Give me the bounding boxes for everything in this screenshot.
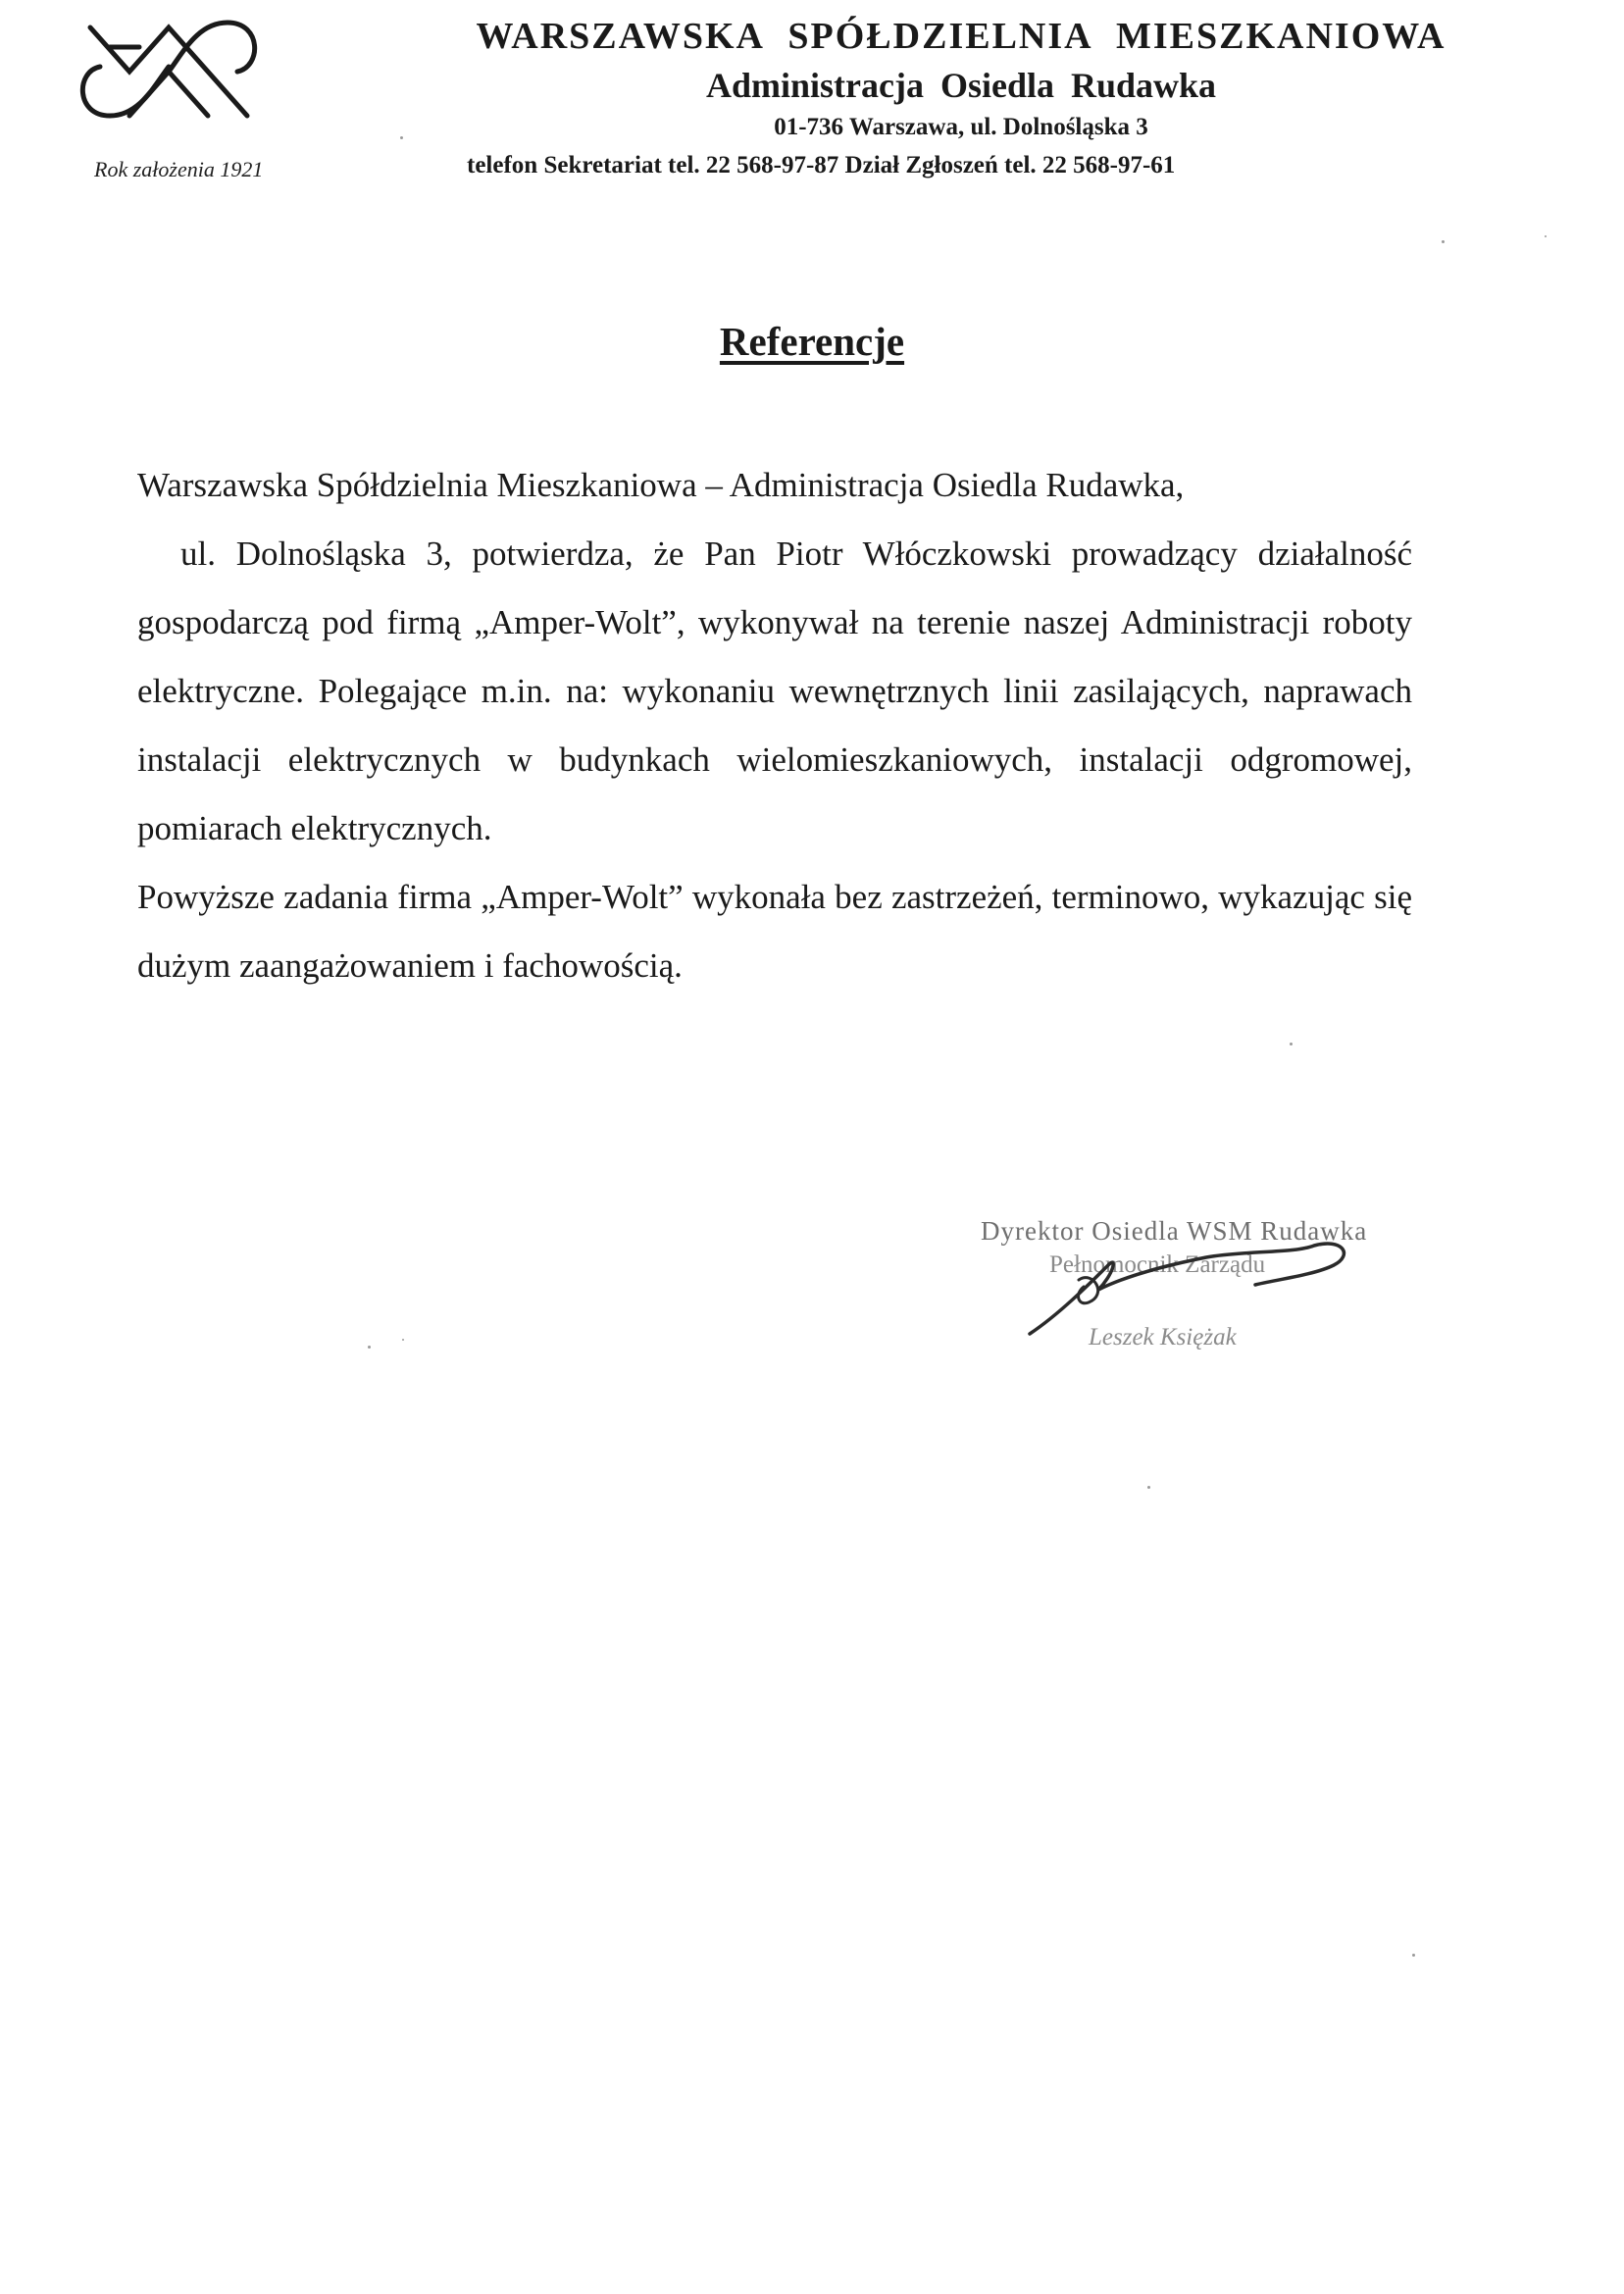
cooperative-logo-icon	[71, 18, 267, 121]
organization-address: 01-736 Warszawa, ul. Dolnośląska 3	[774, 114, 1148, 140]
organization-name: WARSZAWSKA SPÓŁDZIELNIA MIESZKANIOWA	[476, 16, 1446, 57]
signature-stamp	[981, 1216, 1412, 1383]
paragraph-2	[137, 863, 1412, 1000]
stamp-signatory: Leszek Księżak	[1089, 1324, 1237, 1351]
stamp-title: Dyrektor Osiedla WSM Rudawka	[981, 1216, 1368, 1246]
scan-speck	[1412, 1954, 1415, 1957]
document-title: Referencje	[719, 319, 905, 364]
scan-speck	[368, 1346, 371, 1349]
paragraph-1-text: ul. Dolnośląska 3, potwierdza, że Pan Piotr Włóczkowski prowadzący działalność gospodarczą pod firmą „Amper-Wolt”, wykonywał na terenie naszej Administracji roboty elektryczne. Polegające m.in. na: wykonaniu wewnętrznych linii zasilających, naprawach instalacji elektrycznych w budynkach wielomieszkaniowych, instalacji odgromowej, pomiarach elektrycznych.	[137, 535, 1412, 847]
scan-speck	[1290, 1043, 1293, 1045]
handwritten-signature-icon	[1020, 1236, 1373, 1344]
paragraph-2-text: Powyższe zadania firma „Amper-Wolt” wykonała bez zastrzeżeń, terminowo, wykazując się dużym zaangażowaniem i fachowością.	[137, 878, 1412, 985]
paragraph-1-first-line: Warszawska Spółdzielnia Mieszkaniowa – Administracja Osiedla Rudawka,	[137, 466, 1185, 504]
scan-speck	[400, 136, 403, 139]
organization-subtitle: Administracja Osiedla Rudawka	[705, 66, 1217, 105]
stamp-role: Pełnomocnik Zarządu	[1049, 1251, 1266, 1278]
founded-year: Rok założenia 1921	[94, 157, 264, 181]
letterhead	[431, 12, 1491, 145]
organization-phones: telefon Sekretariat tel. 22 568-97-87 Dział Zgłoszeń tel. 22 568-97-61	[467, 152, 1176, 178]
letter-body	[137, 451, 1412, 1000]
scan-speck	[1147, 1486, 1150, 1489]
scan-speck	[1545, 235, 1547, 237]
scan-speck	[1442, 240, 1445, 243]
scan-speck	[402, 1339, 404, 1341]
paragraph-1	[137, 451, 1412, 863]
